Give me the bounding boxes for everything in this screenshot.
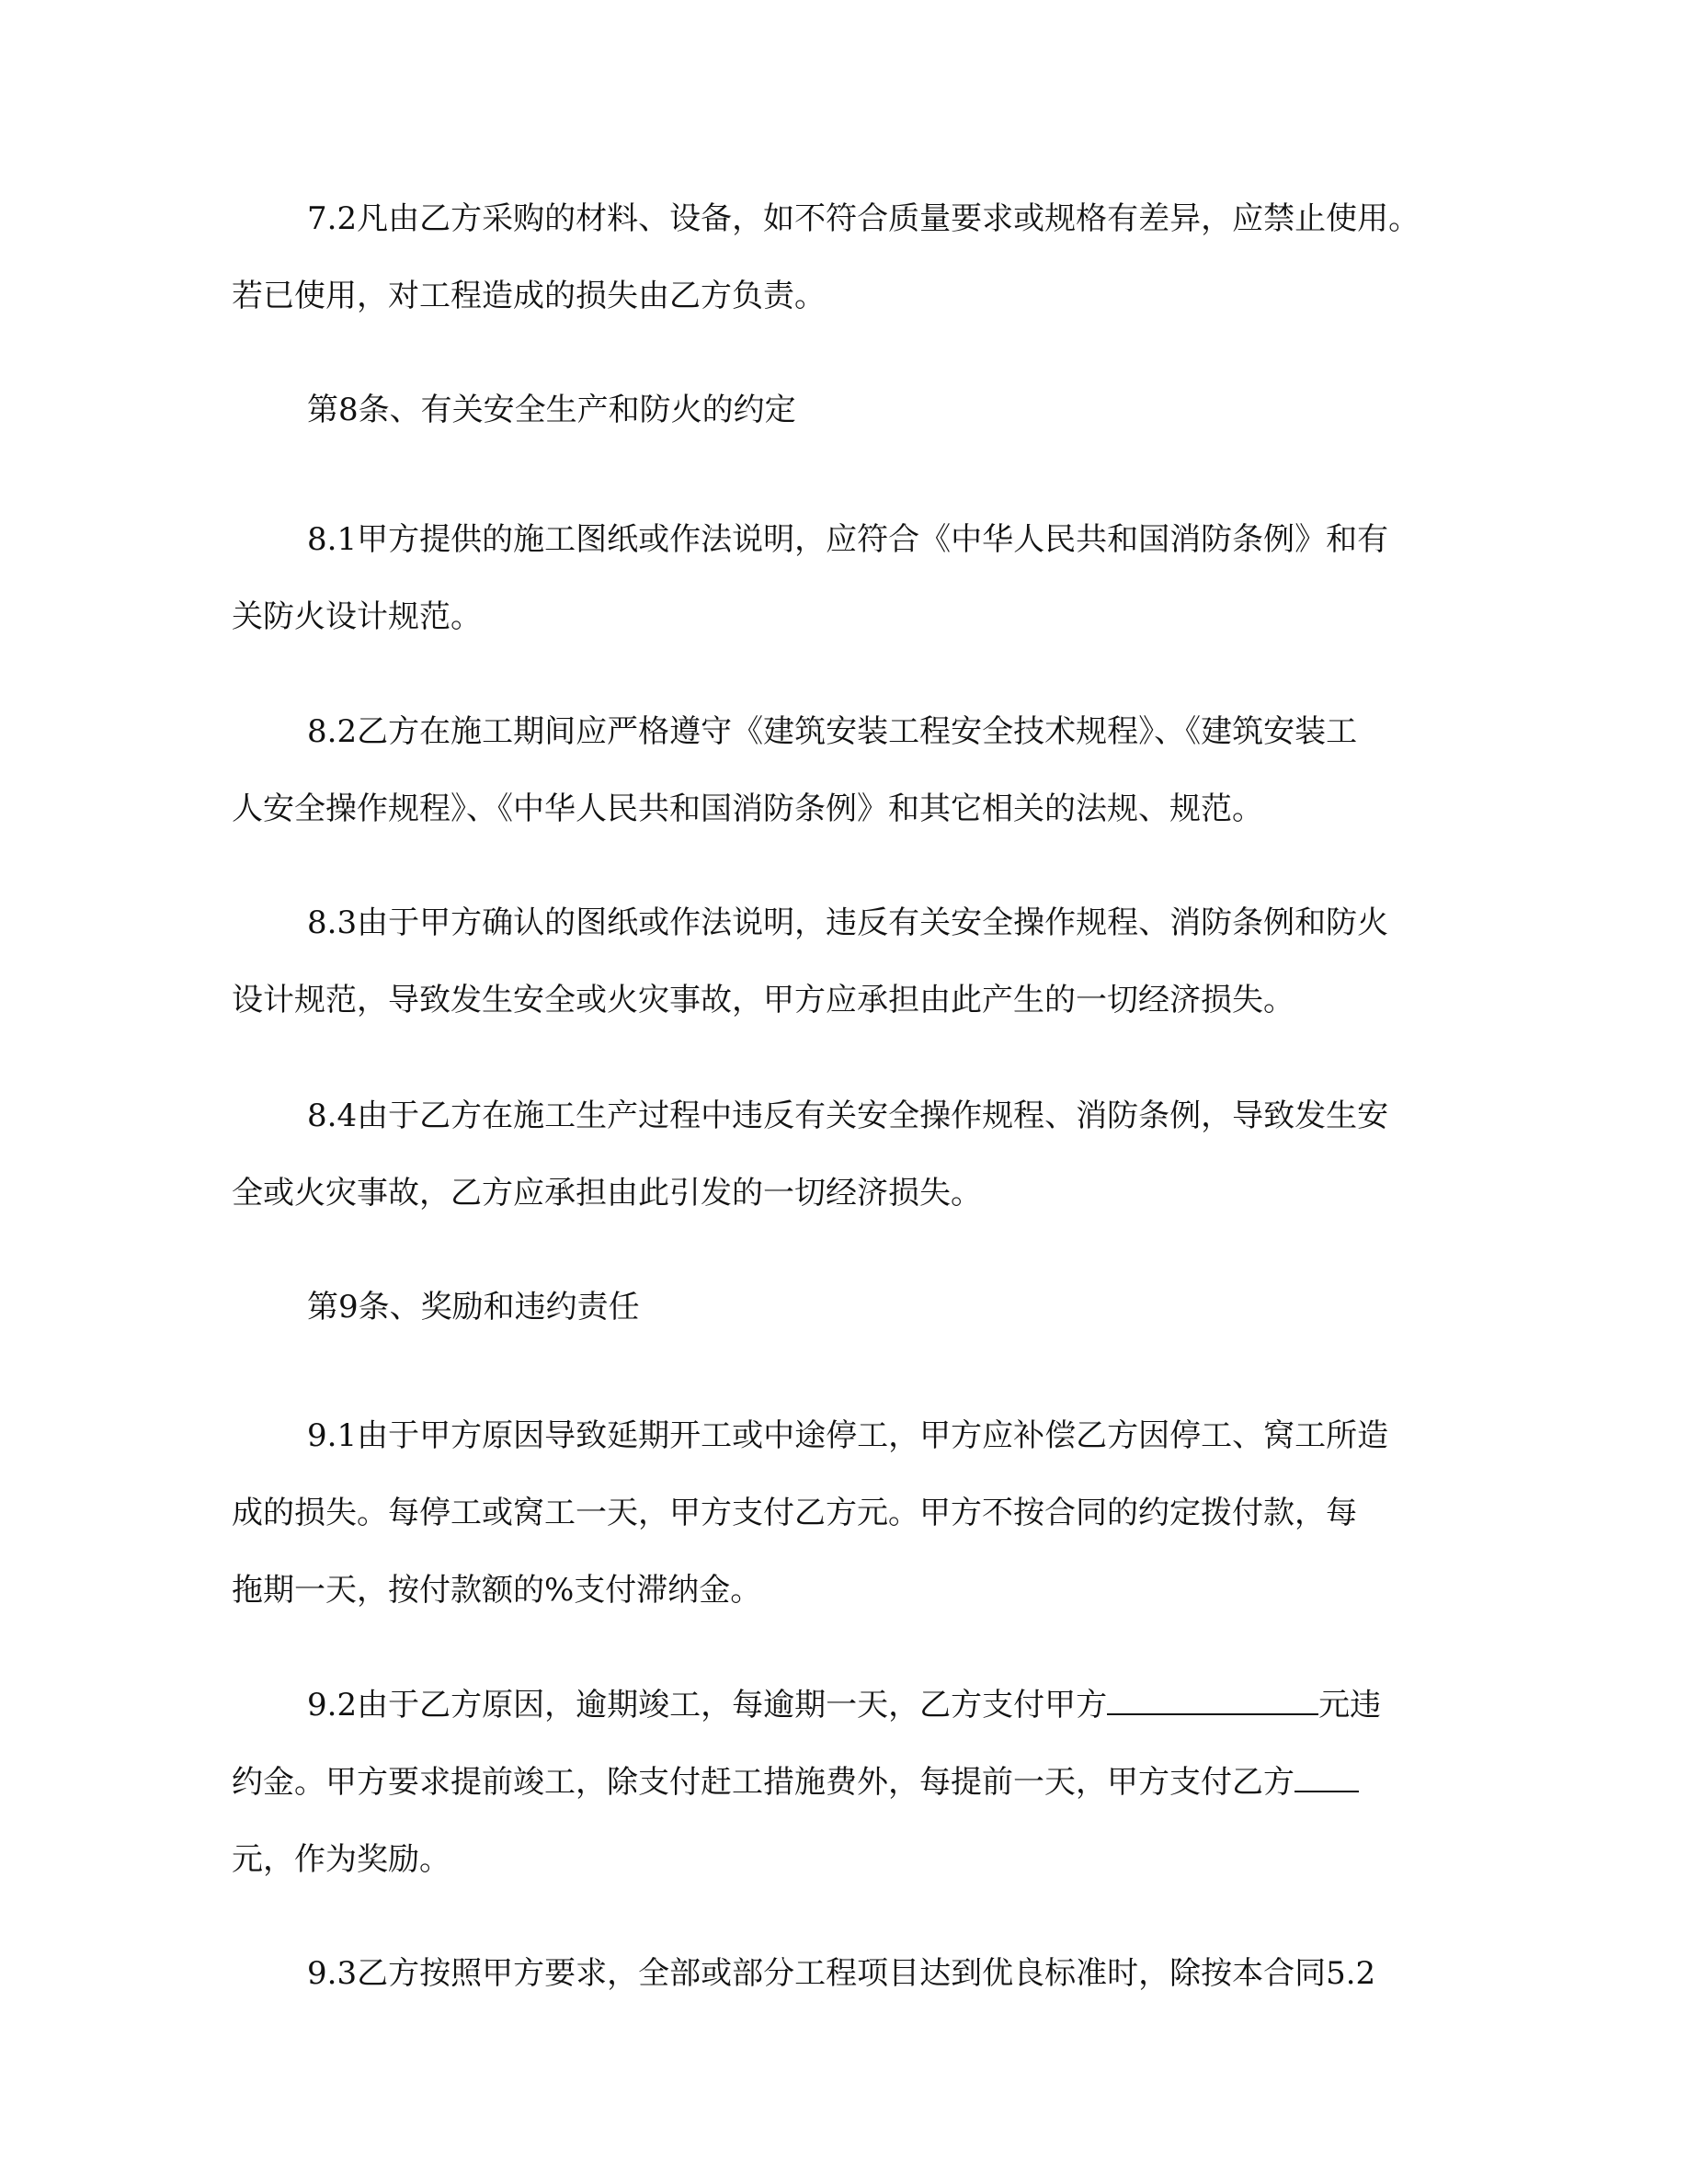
clause-8-4 (232, 1077, 1436, 1232)
clause-9-1-line-1: 9.1由于甲方原因导致延期开工或中途停工，甲方应补偿乙方因停工、窝工所造 (307, 1417, 1389, 1454)
clause-8-3 (232, 884, 1436, 1039)
clause-9-2-line-2-text: 约金。甲方要求提前竣工，除支付赶工措施费外，每提前一天，甲方支付乙方 (232, 1764, 1295, 1801)
clause-9-2-line-1-start: 9.2由于乙方原因，逾期竣工，每逾期一天，乙方支付甲方 (307, 1687, 1108, 1723)
clause-9-2-line-1-end: 元违 (1318, 1687, 1382, 1723)
clause-7-2-line-2: 若已使用，对工程造成的损失由乙方负责。 (232, 278, 826, 314)
clause-8-2 (232, 693, 1436, 847)
penalty-amount-blank (1107, 1686, 1318, 1715)
clause-9-3 (232, 1935, 1436, 2012)
clause-8-4-line-2: 全或火灾事故，乙方应承担由此引发的一切经济损失。 (232, 1175, 982, 1211)
clause-9-2-line-1 (232, 1666, 1436, 1744)
clause-8-1-line-2: 关防火设计规范。 (232, 598, 482, 635)
clause-7-2-line-1: 7.2凡由乙方采购的材料、设备，如不符合质量要求或规格有差异，应禁止使用。 (307, 200, 1420, 237)
article-8-heading (232, 371, 1436, 449)
clause-8-1 (232, 501, 1436, 655)
clause-9-2 (232, 1666, 1436, 1898)
reward-amount-blank (1295, 1763, 1359, 1792)
clause-8-2-line-2: 人安全操作规程》、《中华人民共和国消防条例》和其它相关的法规、规范。 (232, 791, 1263, 827)
article-9-heading (232, 1268, 1436, 1346)
article-9-heading-text: 第9条、奖励和违约责任 (307, 1289, 640, 1325)
clause-9-2-line-2 (232, 1744, 1436, 1821)
clause-9-2-line-3: 元，作为奖励。 (232, 1841, 451, 1878)
clause-9-1-line-3: 拖期一天，按付款额的%支付滞纳金。 (232, 1572, 762, 1609)
clause-8-2-line-1: 8.2乙方在施工期间应严格遵守《建筑安装工程安全技术规程》、《建筑安装工 (307, 713, 1358, 750)
clause-9-3-line-1: 9.3乙方按照甲方要求，全部或部分工程项目达到优良标准时，除按本合同5.2 (307, 1955, 1376, 1992)
article-8-heading-text: 第8条、有关安全生产和防火的约定 (307, 392, 796, 428)
clause-8-4-line-1: 8.4由于乙方在施工生产过程中违反有关安全操作规程、消防条例，导致发生安 (307, 1098, 1389, 1134)
clause-8-1-line-1: 8.1甲方提供的施工图纸或作法说明，应符合《中华人民共和国消防条例》和有 (307, 521, 1389, 558)
clause-7-2 (232, 180, 1436, 335)
clause-8-3-line-2: 设计规范，导致发生安全或火灾事故，甲方应承担由此产生的一切经济损失。 (232, 982, 1295, 1018)
clause-9-1-line-2: 成的损失。每停工或窝工一天，甲方支付乙方元。甲方不按合同的约定拨付款，每 (232, 1495, 1357, 1531)
clause-9-1 (232, 1397, 1436, 1629)
clause-8-3-line-1: 8.3由于甲方确认的图纸或作法说明，违反有关安全操作规程、消防条例和防火 (307, 904, 1389, 941)
